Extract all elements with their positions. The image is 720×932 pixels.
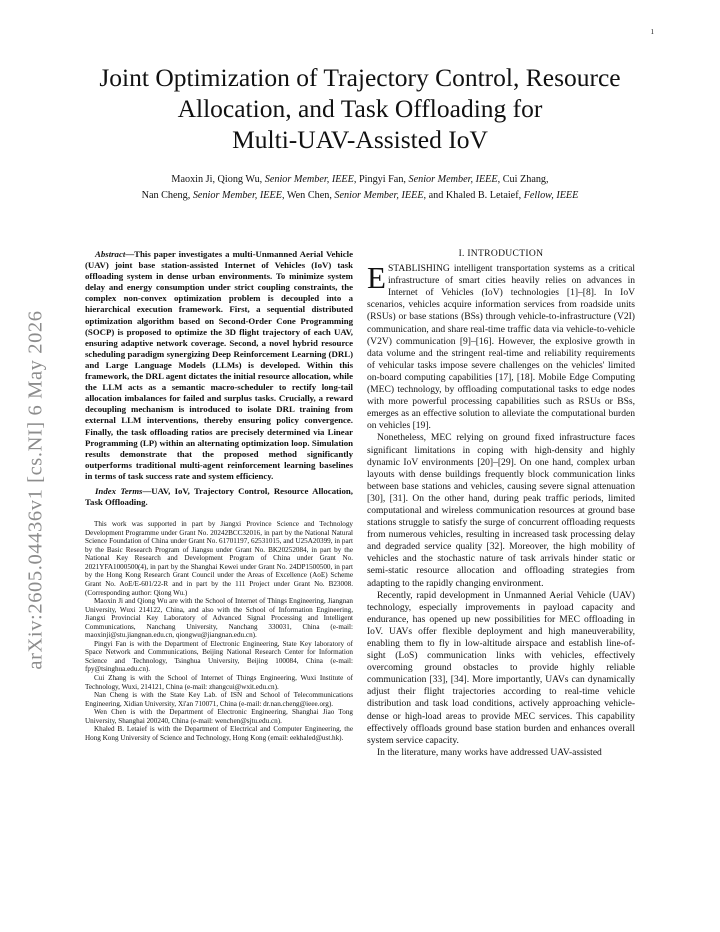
abstract-text: —This paper investigates a multi-Unmanned Aerial Vehicle (UAV) joint base station-assisted Internet of Vehicles (IoV) task offloading system in dense urban environments. To minimize system delay and energy consumption under strict coupling constraints, the complex non-convex optimization problem is decoupled into a hierarchical execution framework. First, a sequential distributed optimization algorithm based on Second-Order Cone Programming (SOCP) is proposed to optimize the 3D flight trajectory of each UAV, ensuring adaptive network coverage. Second, a novel hybrid resource scheduling paradigm synergizing Deep Reinforcement Learning (DRL) and Large Language Models (LLMs) is developed. Within this framework, the DRL agent dictates the initial resource allocation, while the LLM acts as a semantic macro-scheduler to rectify long-tail allocation imbalances for failed and surplus tasks. Crucially, a reward decoupling mechanism is introduced to isolate DRL training from external LLM interventions, thereby ensuring policy convergence. Finally, the task offloading ratios are precisely determined via Linear Programming (LP) within an alternating optimization loop. Simulation results demonstrate that the proposed method significantly outperforms traditional multi-agent reinforcement learning baselines in terms of task success rate and system efficiency. <box>85 249 353 481</box>
author-names: , Cui Zhang, <box>497 174 549 185</box>
author-role: Senior Member, IEEE <box>264 174 354 185</box>
index-terms-label: Index Terms <box>95 485 143 496</box>
footnote-affiliation: Wen Chen is with the Department of Electronic Engineering, Shanghai Jiao Tong University, Shanghai 200240, China (e-mail: wenchen@sjtu.edu.cn). <box>85 708 353 725</box>
left-column <box>85 249 353 742</box>
author-role: Senior Member, IEEE <box>408 174 498 185</box>
author-role: Fellow, IEEE <box>523 189 579 201</box>
page-number: 1 <box>650 28 654 36</box>
section-heading <box>367 248 635 260</box>
footnotes <box>85 520 353 742</box>
author-line-2 <box>48 188 672 204</box>
author-role: Senior Member, IEEE <box>334 189 424 201</box>
section-heading-rest: NTRODUCTION <box>470 248 544 259</box>
intro-paragraph-4: In the literature, many works have addressed UAV-assisted <box>377 746 602 758</box>
footnote-affiliation: Pingyi Fan is with the Department of Electronic Engineering, State Key laboratory of Space Network and Communications, Beijing National Research Center for Information Science and Technology, Tsinghua University, Beijing 100084, China (e-mail: fpy@tsinghua.edu.cn). <box>85 639 353 674</box>
section-heading-prefix: I. I <box>458 249 471 259</box>
abstract <box>85 249 353 482</box>
first-word-rest: STABLISHING <box>387 263 450 275</box>
author-names: , Wen Chen, <box>281 189 335 201</box>
author-names: Nan Cheng, <box>141 189 193 201</box>
intro-paragraph-1-text: intelligent transportation systems as a critical infrastructure of smart cities heavily relies on advances in Internet of Vehicles (IoV) technologies [1]–[8]. In IoV scenarios, vehicles acquire information services from roadside units (RSUs) or base stations (BSs) through vehicle-to-infrastructure (V2I) communication, and share real-time traffic data via vehicle-to-vehicle (V2V) communication [9]–[16]. However, the explosive growth in data volume and the stringent real-time and reliability requirements of vehicular tasks impose severe challenges on the vehicles' limited on-board computing capabilities [17], [18]. Mobile Edge Computing (MEC) technology, by offloading computational tasks to edge nodes with more powerful processing capabilities such as RSUs or BSs, emerges as an effective solution to alleviate the computational burden on vehicles [19]. <box>367 263 635 432</box>
intro-paragraph-3: Recently, rapid development in Unmanned Aerial Vehicle (UAV) technology, especially improvements in payload capacity and endurance, has opened up new possibilities for MEC offloading in IoV. UAVs offer flexible deployment and high maneuverability, enabling them to fly in low-altitude airspace and establish line-of-sight (LoS) communication links with vehicles, effectively overcoming ground obstacles to provide highly reliable communication [33], [34]. More importantly, UAVs can dynamically adjust their flight trajectories according to real-time vehicle distribution and task load conditions, actively approaching vehicle-dense or high-load areas to provide MEC services. This capability effectively offloads ground base station burden and enhances overall system service capacity. <box>367 589 635 746</box>
intro-paragraph-2: Nonetheless, MEC relying on ground fixed infrastructure faces significant limitations in coping with high-density and highly dynamic IoV environments [20]–[29]. On one hand, complex urban layouts with dense buildings frequently block communication links between base stations and vehicles, causing severe signal attenuation [30], [31]. On the other hand, during peak traffic periods, limited computational and wireless communication resources at ground base stations struggle to satisfy the surge of concurrent offloading requests from numerous vehicles, resulting in increased task processing delay and degraded service quality [32]. Moreover, the high mobility of vehicles and the stochastic nature of task arrivals hinder static or semi-static resource allocation and offloading strategies from adapting to the rapidly changing environment. <box>367 432 635 589</box>
footnote-affiliation: Nan Cheng is with the State Key Lab. of ISN and School of Telecommunications Engineering, Xidian University, Xi'an 710071, China (e-mail: dr.nan.cheng@ieee.org). <box>85 691 353 708</box>
intro-paragraph-1 <box>367 260 635 432</box>
title-line-3: Multi-UAV-Assisted IoV <box>232 125 488 154</box>
author-role: Senior Member, IEEE <box>192 189 282 201</box>
title-line-1: Joint Optimization of Trajectory Control, Resource <box>99 63 621 92</box>
footnote-affiliation: Cui Zhang is with the School of Internet of Things Engineering, Wuxi Institute of Technology, Wuxi, 214121, China (e-mail: zhangcui@wxit.edu.cn). <box>85 674 353 691</box>
footnote-affiliation: Khaled B. Letaief is with the Department of Electrical and Computer Engineering, the Hong Kong University of Science and Technology, Hong Kong (email: eekhaled@ust.hk). <box>85 725 353 742</box>
author-names: , Pingyi Fan, <box>353 174 409 185</box>
author-names: Maoxin Ji, Qiong Wu, <box>171 174 265 185</box>
arxiv-identifier <box>6 300 66 680</box>
footnote-funding: This work was supported in part by Jiangxi Province Science and Technology Development Programme under Grant No. 20242BCC32016, in part by the National Natural Science Foundation of China under Grant No. 61701197, 62531015, and U25A20399, in part by the Basic Research Program of Jiangsu under Grant No. BK20252084, in part by the National Key Research and Development Program of China under Grant No. 2021YFA1000500(4), in part by the Shanghai Kewei under Grant No. 24DP1500500, in part by the Hong Kong Research Grant Council under the Areas of Excellence (AoE) Scheme Grant No. AoE/E-601/22-R and in part by the 111 Project under Grant No. B23008. (Corresponding author: Qiong Wu.) <box>85 520 353 597</box>
author-list <box>48 172 672 203</box>
title-line-2: Allocation, and Task Offloading for <box>177 94 543 123</box>
drop-cap: E <box>367 260 386 296</box>
abstract-label: Abstract <box>95 249 126 259</box>
footnote-affiliation: Maoxin Ji and Qiong Wu are with the School of Internet of Things Engineering, Jiangnan University, Wuxi 214122, China, and also with the School of Information Engineering, Jiangxi Provincial Key Laboratory of Advanced Signal Processing and Intelligent Communications, Nanchang University, Nanchang 330031, China (e-mail: maoxinji@stu.jiangnan.edu.cn, qiongwu@jiangnan.edu.cn). <box>85 597 353 640</box>
author-line-1 <box>48 172 672 188</box>
arxiv-identifier-text: arXiv:2605.04436v1 [cs.NI] 6 May 2026 <box>24 310 47 670</box>
author-names: , and Khaled B. Letaief, <box>423 189 524 201</box>
right-column <box>367 248 635 759</box>
index-terms <box>85 486 353 508</box>
paper-title <box>70 62 650 155</box>
index-terms-text: —UAV, IoV, Trajectory Control, Resource Allocation, Task Offloading. <box>85 485 353 508</box>
